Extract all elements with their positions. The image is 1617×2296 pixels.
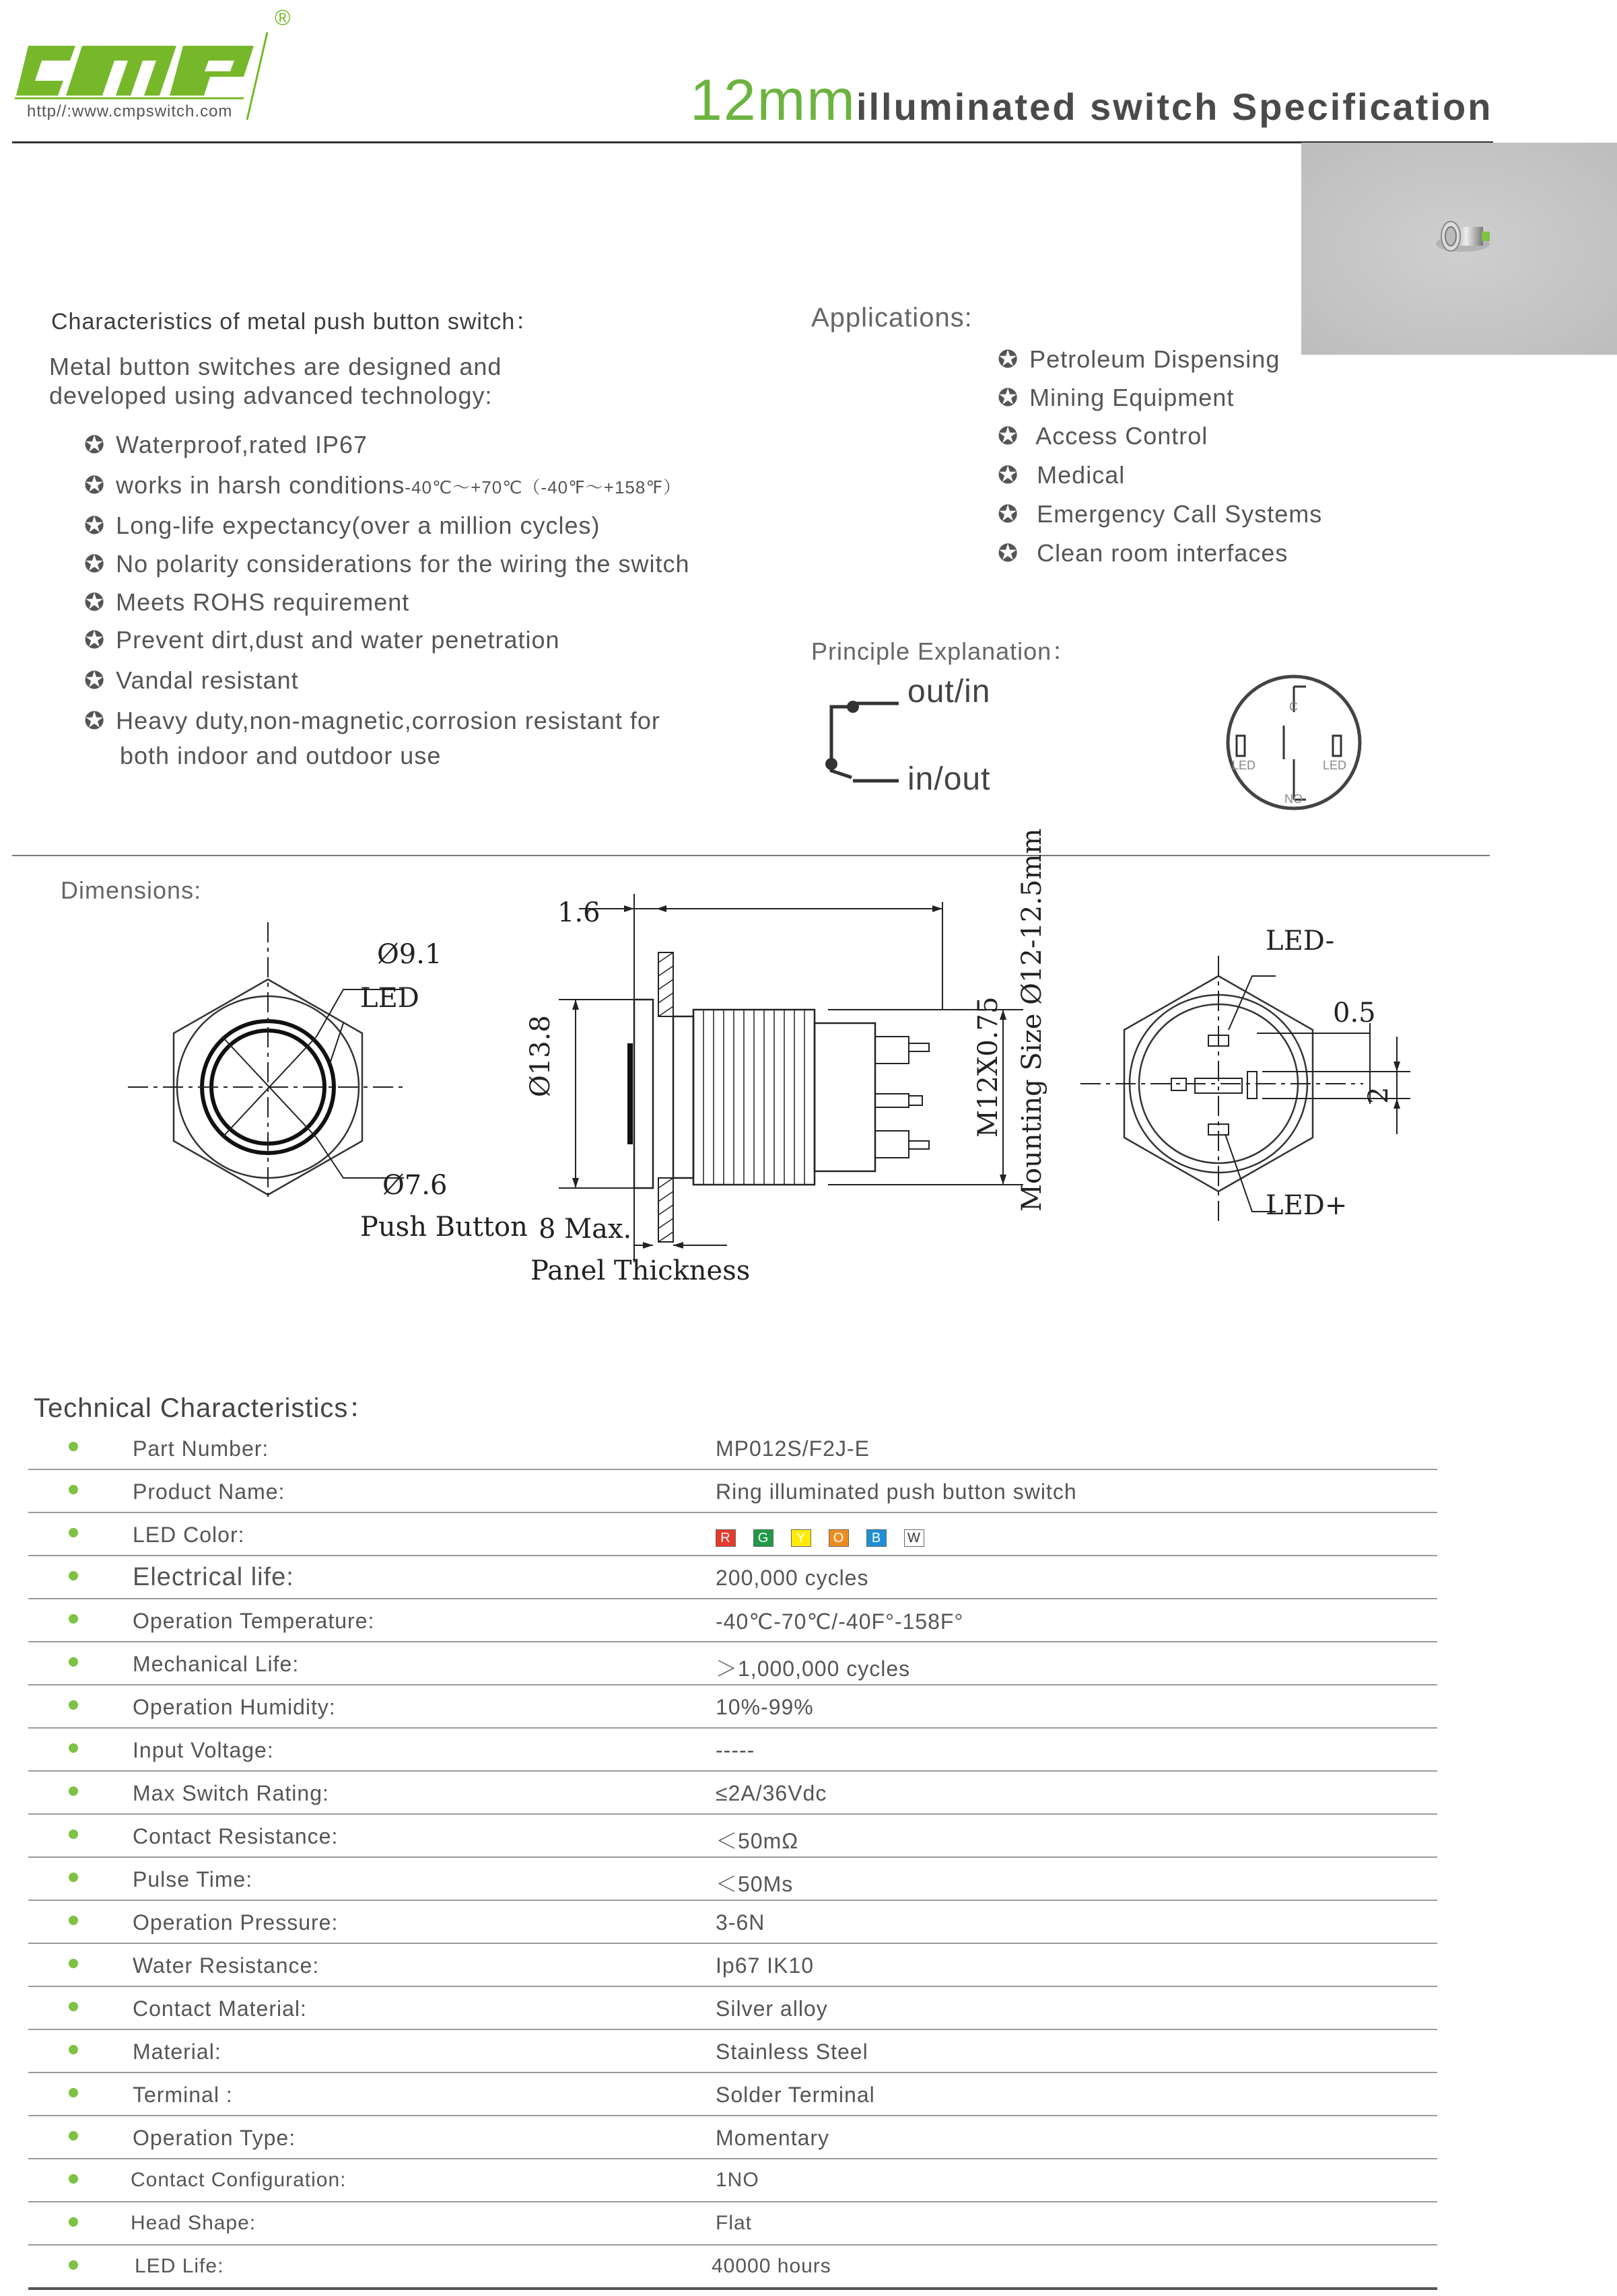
row-value: Solder Terminal xyxy=(716,2083,875,2107)
table-row xyxy=(28,1772,1437,1815)
bullet-icon xyxy=(69,1700,78,1710)
char-item-3: ✪ Long-life expectancy(over a million cycles) xyxy=(84,512,600,539)
page-title xyxy=(690,67,1492,134)
char-item-4: ✪ No polarity considerations for the wiring the switch xyxy=(84,550,690,578)
star-icon: ✪ xyxy=(84,431,106,458)
title-size: 12mm xyxy=(690,68,856,133)
bullet-icon xyxy=(69,1786,78,1796)
row-label: Water Resistance: xyxy=(133,1953,320,1978)
row-value: Ip67 IK10 xyxy=(716,1953,814,1978)
char-item-6: ✪ Prevent dirt,dust and water penetration xyxy=(84,626,560,654)
row-value: ＞1,000,000 cycles xyxy=(716,1657,911,1681)
star-icon: ✪ xyxy=(84,512,106,539)
table-row xyxy=(28,1729,1437,1772)
row-label: Material: xyxy=(133,2040,221,2064)
technical-heading: Technical Characteristics： xyxy=(34,1393,376,1423)
table-row xyxy=(28,1858,1437,1901)
bullet-icon xyxy=(69,1959,78,1968)
front-view-drawing xyxy=(121,909,417,1225)
char-item-1: ✪ Waterproof,rated IP67 xyxy=(84,431,368,458)
row-label: Operation Type: xyxy=(133,2126,296,2150)
pin-led-left: LED xyxy=(1232,759,1256,772)
star-icon: ✪ xyxy=(998,345,1019,373)
dim-m12: M12X0.75 xyxy=(973,996,1004,1138)
table-row xyxy=(28,1944,1437,1987)
row-label: Max Switch Rating: xyxy=(133,1781,329,1805)
table-row xyxy=(28,1642,1437,1685)
bullet-icon xyxy=(69,2088,78,2097)
bullet-icon xyxy=(69,2174,78,2184)
principle-heading: Principle Explanation： xyxy=(811,637,1077,665)
table-row xyxy=(28,1901,1437,1944)
table-row xyxy=(28,2159,1437,2202)
row-value: ＜50Ms xyxy=(716,1872,794,1896)
dim-mounting-size: Mounting Size Ø12-12.5mm xyxy=(1017,828,1047,1212)
dim-1-6: 1.6 xyxy=(557,897,600,928)
row-value: -40℃-70℃/-40F°-158F° xyxy=(716,1609,964,1634)
row-label: LED Color: xyxy=(133,1523,245,1547)
pin-c: C xyxy=(1289,700,1298,714)
bullet-icon xyxy=(69,2045,78,2054)
led-chip-green: G xyxy=(753,1529,773,1547)
principle-switch-diagram xyxy=(818,680,919,794)
title-rest: illuminated switch Specification xyxy=(856,85,1493,128)
led-chip-red: R xyxy=(716,1529,736,1547)
led-chip-white: W xyxy=(904,1529,924,1547)
bullet-icon xyxy=(69,1830,78,1839)
star-icon: ✪ xyxy=(998,500,1019,528)
row-value: Silver alloy xyxy=(716,1996,828,2021)
applications-heading: Applications: xyxy=(811,303,973,333)
row-value: Flat xyxy=(716,2212,753,2234)
table-row xyxy=(28,1427,1437,1470)
rear-view-drawing xyxy=(1080,929,1431,1239)
bullet-icon xyxy=(69,1571,78,1580)
bullet-icon xyxy=(69,1528,78,1537)
row-value: 10%-99% xyxy=(716,1695,814,1719)
row-label: Input Voltage: xyxy=(133,1738,274,1762)
table-row xyxy=(28,2246,1437,2290)
row-label: Mechanical Life: xyxy=(133,1652,300,1676)
table-row xyxy=(28,1556,1437,1599)
registered-mark: ® xyxy=(275,5,291,30)
char-item-8-line2: both indoor and outdoor use xyxy=(120,742,442,769)
dimensions-heading: Dimensions: xyxy=(61,876,202,904)
pin-no: NO xyxy=(1284,792,1303,806)
row-label: Part Number: xyxy=(133,1436,269,1461)
table-row xyxy=(28,2030,1437,2073)
characteristics-intro-2: developed using advanced technology: xyxy=(49,382,493,409)
dim-led-plus: LED+ xyxy=(1266,1190,1348,1221)
star-icon: ✪ xyxy=(998,422,1019,450)
app-item-1: ✪ Petroleum Dispensing xyxy=(998,345,1280,373)
row-label: Operation Pressure: xyxy=(133,1910,339,1935)
row-label: Electrical life: xyxy=(133,1563,294,1591)
table-row xyxy=(28,1815,1437,1858)
char-item-2: ✪ works in harsh conditions-40℃～+70℃（-40℉～+158℉） xyxy=(84,471,682,499)
app-item-6: ✪ Clean room interfaces xyxy=(998,539,1288,567)
dim-2: 2 xyxy=(1363,1086,1394,1104)
char-item-7: ✪ Vandal resistant xyxy=(84,666,299,694)
bullet-icon xyxy=(69,1657,78,1667)
app-item-3: ✪ Access Control xyxy=(998,422,1208,450)
table-row xyxy=(28,2073,1437,2116)
in-out-label: in/out xyxy=(907,761,991,797)
dim-d7-6: Ø7.6 xyxy=(382,1170,448,1201)
row-value: MP012S/F2J-E xyxy=(716,1436,870,1461)
table-row xyxy=(28,2116,1437,2159)
characteristics-intro-1: Metal button switches are designed and xyxy=(49,353,502,380)
star-icon: ✪ xyxy=(998,461,1019,489)
dim-d13-8: Ø13.8 xyxy=(525,1015,556,1097)
bullet-icon xyxy=(69,1916,78,1925)
brand-url[interactable]: http//:www.cmpswitch.com xyxy=(27,102,233,120)
row-value: 200,000 cycles xyxy=(716,1566,869,1590)
row-value: ----- xyxy=(716,1738,755,1762)
row-value: 1NO xyxy=(716,2169,759,2191)
row-value: 3-6N xyxy=(716,1910,765,1935)
dim-8-max: 8 Max. xyxy=(539,1214,632,1245)
row-value: Stainless Steel xyxy=(716,2040,868,2064)
star-icon: ✪ xyxy=(998,539,1019,567)
header-rule xyxy=(12,141,1493,143)
pin-layout-diagram xyxy=(1222,672,1367,813)
star-icon: ✪ xyxy=(84,550,106,578)
row-label: Product Name: xyxy=(133,1480,285,1504)
row-value: ＜50mΩ xyxy=(716,1829,799,1853)
dim-0-5: 0.5 xyxy=(1333,998,1376,1029)
row-value: Momentary xyxy=(716,2126,830,2150)
led-chip-blue: B xyxy=(866,1529,887,1547)
table-row xyxy=(28,1599,1437,1642)
dim-push-button: Push Button xyxy=(360,1212,528,1243)
product-photo xyxy=(1301,143,1617,355)
table-row xyxy=(28,1987,1437,2030)
app-item-5: ✪ Emergency Call Systems xyxy=(998,500,1323,528)
app-item-4: ✪ Medical xyxy=(998,461,1126,489)
bullet-icon xyxy=(69,1442,78,1451)
dim-led-minus: LED- xyxy=(1266,926,1335,956)
bullet-icon xyxy=(69,2217,78,2227)
table-row xyxy=(28,1685,1437,1729)
row-value: 40000 hours xyxy=(712,2255,831,2277)
led-chip-orange: O xyxy=(829,1529,849,1547)
row-label: Head Shape: xyxy=(131,2212,256,2234)
row-label: Pulse Time: xyxy=(133,1867,253,1891)
table-row xyxy=(28,2202,1437,2246)
characteristics-heading: Characteristics of metal push button switch： xyxy=(51,309,539,335)
bullet-icon xyxy=(69,1485,78,1494)
bullet-icon xyxy=(69,2002,78,2011)
bullet-icon xyxy=(69,1743,78,1753)
row-label: Contact Material: xyxy=(133,1996,307,2021)
temp-note: -40℃～+70℃（-40℉～+158℉） xyxy=(405,477,682,497)
row-label: LED Life: xyxy=(135,2255,224,2277)
dim-led: LED xyxy=(360,983,419,1014)
row-value: Ring illuminated push button switch xyxy=(716,1480,1077,1504)
row-label: Contact Configuration: xyxy=(131,2169,347,2191)
star-icon: ✪ xyxy=(84,471,106,499)
led-chip-yellow: Y xyxy=(791,1529,811,1547)
char-item-8: ✪ Heavy duty,non-magnetic,corrosion resistant for xyxy=(84,707,660,734)
out-in-label: out/in xyxy=(907,674,991,709)
star-icon: ✪ xyxy=(84,626,106,654)
table-row xyxy=(28,1513,1437,1556)
star-icon: ✪ xyxy=(998,384,1019,411)
star-icon: ✪ xyxy=(84,707,106,734)
table-row xyxy=(28,1470,1437,1513)
row-label: Operation Temperature: xyxy=(133,1609,375,1633)
bullet-icon xyxy=(69,2131,78,2141)
section-rule xyxy=(12,855,1490,856)
star-icon: ✪ xyxy=(84,666,106,694)
led-color-chips xyxy=(716,1524,942,1549)
row-label: Contact Resistance: xyxy=(133,1824,339,1848)
row-label: Operation Humidity: xyxy=(133,1695,336,1719)
dim-panel-thickness: Panel Thickness xyxy=(530,1255,751,1286)
bullet-icon xyxy=(69,2260,78,2270)
bullet-icon xyxy=(69,1873,78,1882)
char-item-5: ✪ Meets ROHS requirement xyxy=(84,588,410,616)
row-label: Terminal : xyxy=(133,2083,233,2107)
row-value: ≤2A/36Vdc xyxy=(716,1781,827,1805)
pin-led-right: LED xyxy=(1323,759,1347,772)
bullet-icon xyxy=(69,1614,78,1624)
app-item-2: ✪ Mining Equipment xyxy=(998,384,1235,411)
star-icon: ✪ xyxy=(84,588,106,616)
dim-d9-1: Ø9.1 xyxy=(377,939,442,970)
